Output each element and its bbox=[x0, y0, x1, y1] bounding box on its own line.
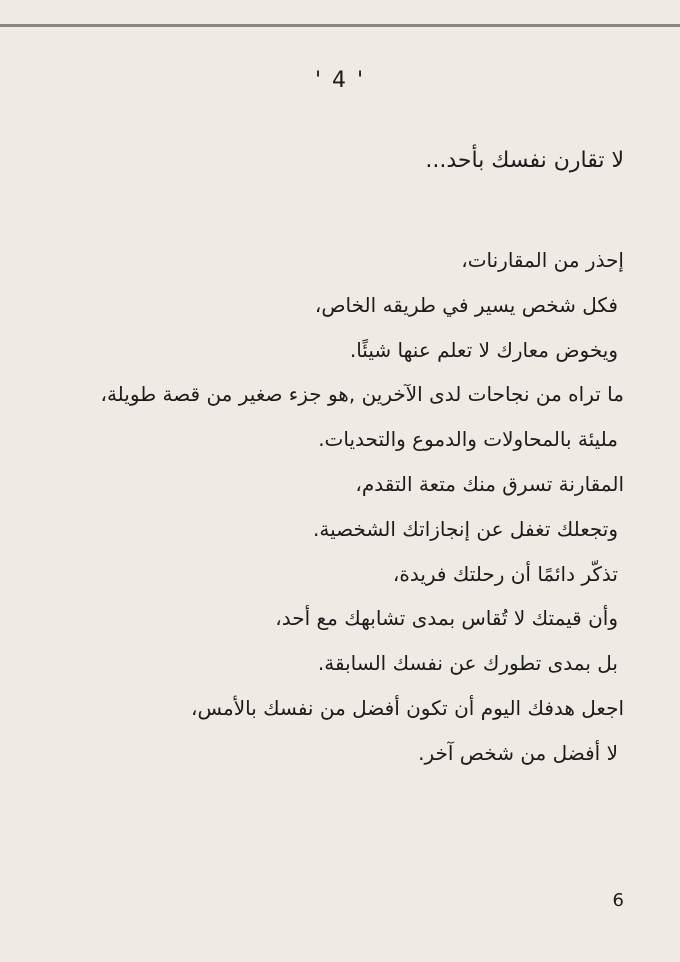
text-line: ويخوض معارك لا تعلم عنها شيئًا. bbox=[349, 337, 618, 362]
chapter-marker: ' 4 ' bbox=[314, 68, 366, 93]
page-number: 6 bbox=[612, 890, 624, 911]
top-divider bbox=[0, 24, 680, 27]
text-line: ما تراه من نجاحات لدى الآخرين ,هو جزء صغير من قصة طويلة، bbox=[100, 382, 624, 407]
text-line: وأن قيمتك لا تُقاس بمدى تشابهك مع أحد، bbox=[275, 606, 618, 631]
text-line: اجعل هدفك اليوم أن تكون أفضل من نفسك بالأمس، bbox=[191, 695, 624, 720]
text-line: فكل شخص يسير في طريقه الخاص، bbox=[314, 292, 618, 317]
page-title: لا تقارن نفسك بأحد... bbox=[425, 148, 624, 173]
text-line: مليئة بالمحاولات والدموع والتحديات. bbox=[318, 427, 618, 452]
text-line: المقارنة تسرق منك متعة التقدم، bbox=[355, 471, 624, 496]
body-text bbox=[101, 238, 625, 776]
text-line: تذكّر دائمًا أن رحلتك فريدة، bbox=[392, 561, 618, 586]
text-line: لا أفضل من شخص آخر. bbox=[418, 740, 618, 765]
text-line: بل بمدى تطورك عن نفسك السابقة. bbox=[317, 651, 618, 676]
text-line: إحذر من المقارنات، bbox=[461, 248, 624, 272]
text-line: وتجعلك تغفل عن إنجازاتك الشخصية. bbox=[313, 516, 618, 541]
